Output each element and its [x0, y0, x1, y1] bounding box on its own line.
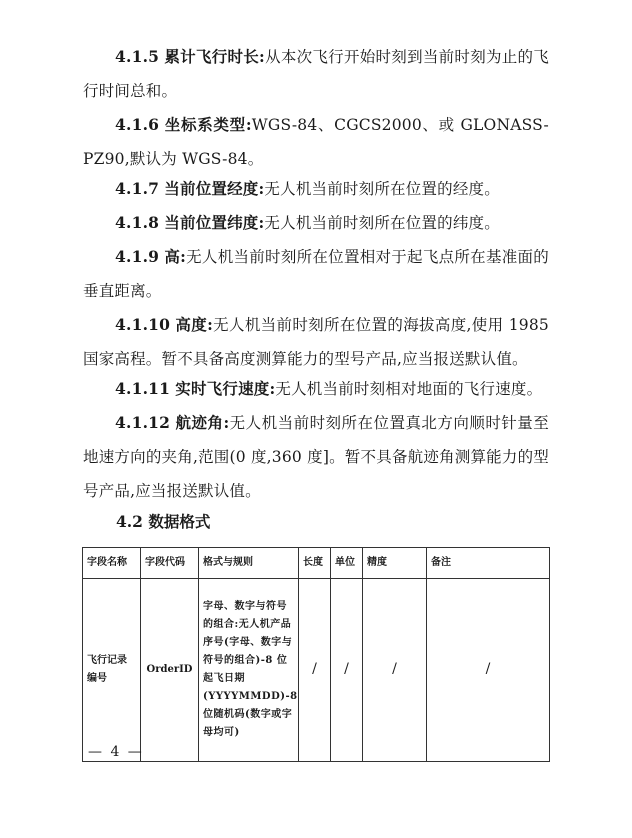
clause-number: 4.1.7 [115, 179, 160, 198]
header-field-name: 字段名称 [83, 548, 141, 579]
clause-number: 4.1.8 [115, 213, 160, 232]
paragraph-4-1-7 [83, 172, 549, 206]
clause-term: 实时飞行速度: [175, 379, 276, 398]
clause-term: 航迹角: [175, 413, 230, 432]
paragraph-4-1-8 [83, 206, 549, 240]
header-length: 长度 [299, 548, 331, 579]
cell-note: / [485, 661, 491, 677]
clause-text: WGS-84、CGCS2000、或 GLONASS-PZ90,默认为 WGS-84。 [83, 116, 549, 168]
cell-unit: / [344, 661, 349, 677]
clause-text: 无人机当前时刻所在位置的经度。 [264, 180, 500, 198]
clause-term: 当前位置经度: [164, 179, 265, 198]
clause-text: 无人机当前时刻所在位置的纬度。 [264, 214, 500, 232]
header-unit: 单位 [331, 548, 363, 579]
paragraph-4-1-9 [83, 240, 549, 308]
clause-text: 从本次飞行开始时刻到当前时刻为止的飞行时间总和。 [83, 48, 550, 100]
paragraph-4-1-10 [83, 308, 549, 376]
paragraph-4-1-6 [83, 108, 549, 176]
clause-number: 4.1.11 [115, 379, 171, 398]
clause-number: 4.1.6 [115, 115, 160, 134]
header-precision: 精度 [363, 548, 427, 579]
paragraph-4-1-12 [83, 406, 549, 508]
cell-length: / [312, 661, 317, 677]
clause-text: 无人机当前时刻相对地面的飞行速度。 [275, 380, 543, 398]
clause-number: 4.1.10 [115, 315, 171, 334]
paragraph-4-1-11 [83, 372, 549, 406]
header-note: 备注 [427, 548, 550, 579]
cell-precision: / [392, 661, 397, 677]
cell-format-rule: 字母、数字与符号的组合:无人机产品序号(字母、数字与符号的组合)-8 位起飞日期(YYYYMMDD)-8 位随机码(数字或字母均可) [199, 579, 299, 762]
clause-term: 累计飞行时长: [164, 47, 265, 66]
header-field-code: 字段代码 [141, 548, 199, 579]
table-row [83, 579, 550, 762]
page-number: — 4 — [88, 744, 144, 760]
clause-text: 无人机当前时刻所在位置的海拔高度,使用 1985 国家高程。暂不具备高度测算能力的型号产品,应当报送默认值。 [83, 316, 549, 368]
clause-number: 4.1.12 [115, 413, 171, 432]
header-format-rule: 格式与规则 [199, 548, 299, 579]
clause-term: 坐标系类型: [164, 115, 252, 134]
clause-text: 无人机当前时刻所在位置真北方向顺时针量至地速方向的夹角,范围(0 度,360 度]。暂不具备航迹角测算能力的型号产品,应当报送默认值。 [83, 414, 549, 500]
clause-term: 当前位置纬度: [164, 213, 265, 232]
clause-term: 高度: [175, 315, 214, 334]
clause-number: 4.1.5 [115, 47, 160, 66]
cell-field-name: 飞行记录编号 [83, 579, 141, 762]
cell-field-code: OrderID [141, 579, 199, 762]
data-format-table [82, 547, 550, 762]
clause-number: 4.1.9 [115, 247, 160, 266]
paragraph-4-1-5 [83, 40, 549, 108]
table-header-row [83, 548, 550, 579]
section-title: 4.2 数据格式 [116, 512, 211, 531]
clause-text: 无人机当前时刻所在位置相对于起飞点所在基准面的垂直距离。 [83, 248, 549, 300]
clause-term: 高: [164, 247, 187, 266]
